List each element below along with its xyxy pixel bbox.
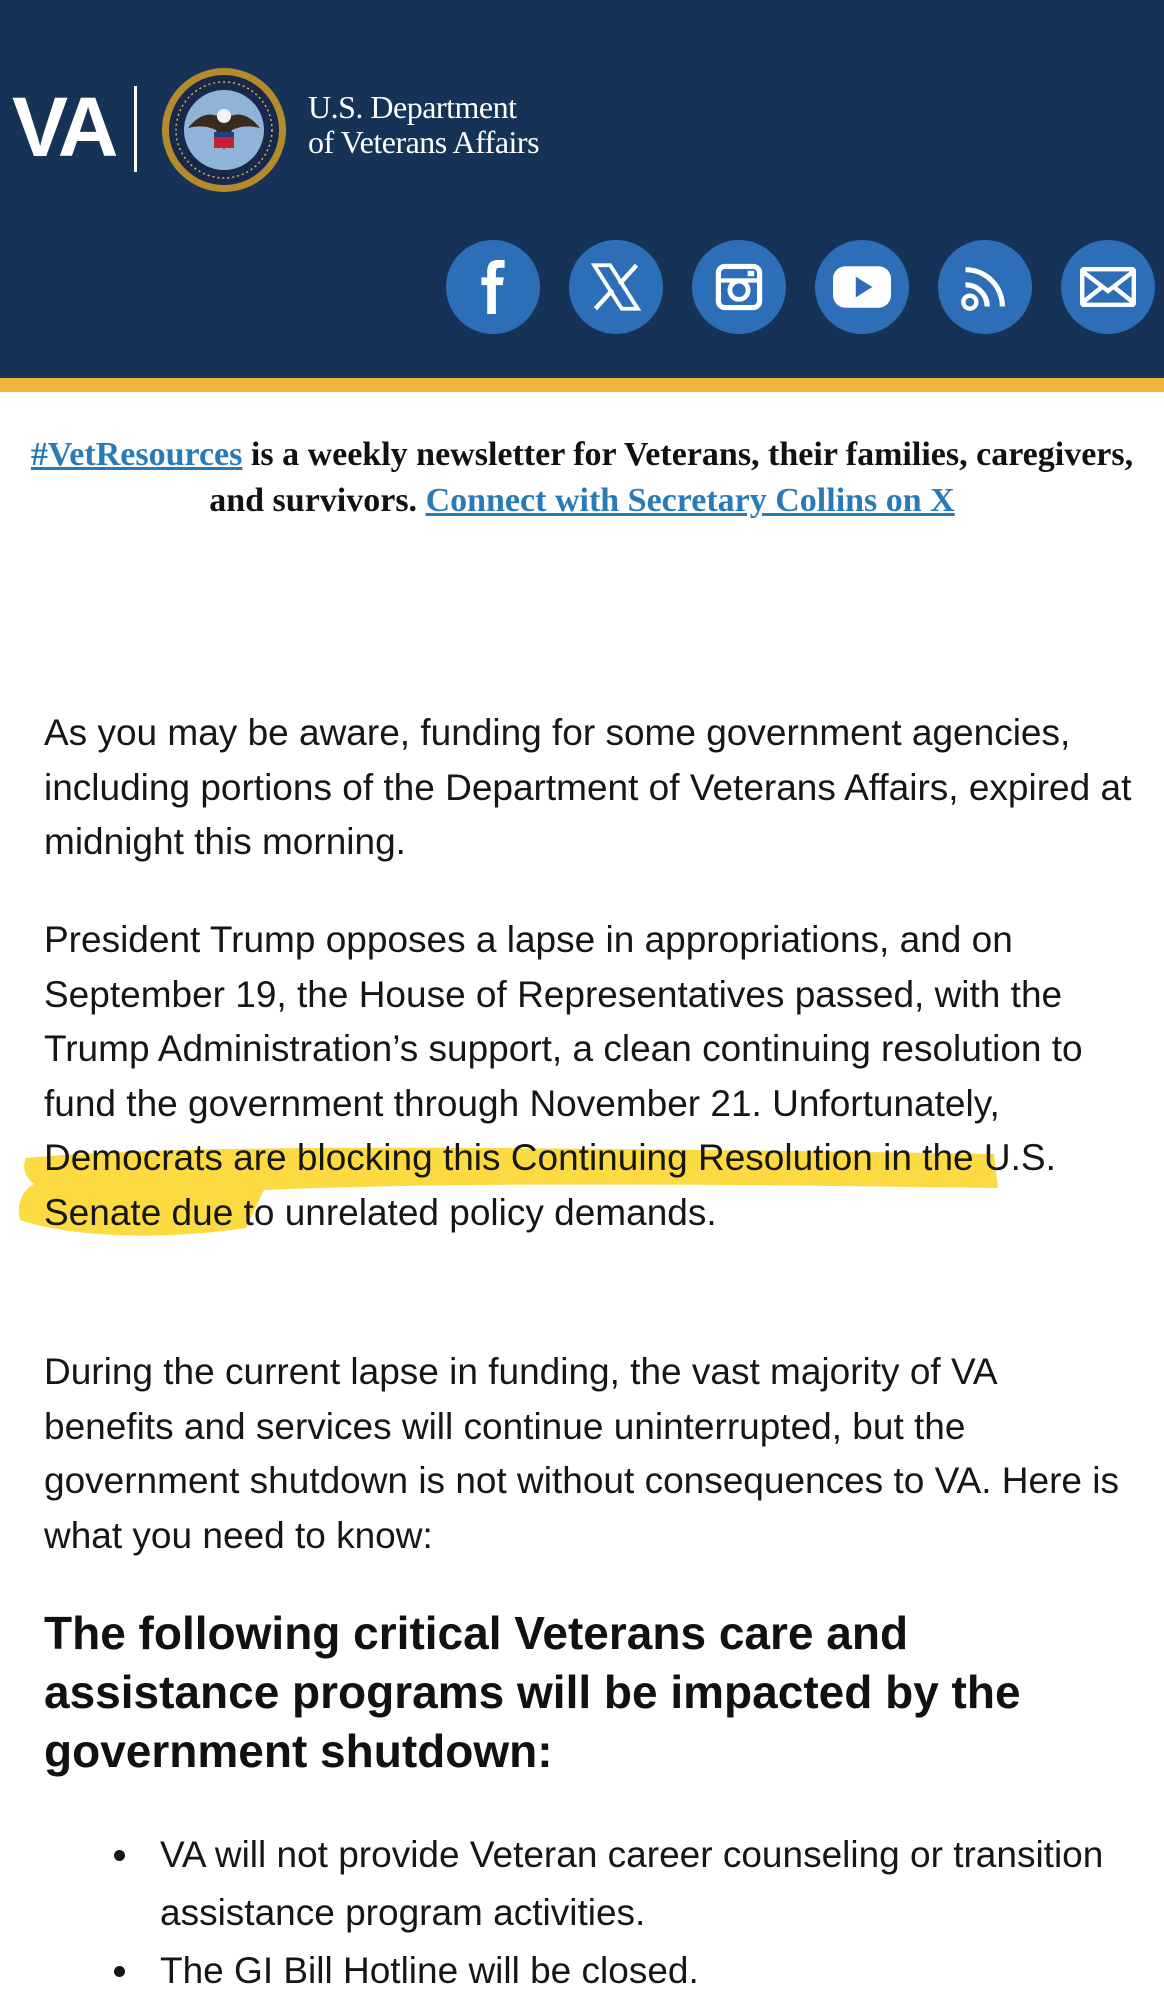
impacted-programs-list [44,1826,1134,2000]
newsletter-header [0,0,1164,378]
va-seal-icon [160,66,288,194]
youtube-icon [833,265,891,309]
paragraph-continuing-resolution [44,913,1134,1240]
header-gold-stripe [0,378,1164,392]
instagram-icon [713,261,765,313]
social-links [446,240,1155,334]
facebook-icon [469,260,517,314]
va-logo: VA [12,80,115,174]
department-name [308,90,539,160]
paragraph-lapse-info: During the current lapse in funding, the vast majority of VA benefits and services will continue uninterrupted, but the government shutdown is not without consequences to VA. Here is what you need to know: [44,1351,1119,1556]
department-name-line1: U.S. Department [308,89,517,125]
rss-button[interactable] [938,240,1032,334]
email-button[interactable] [1061,240,1155,334]
intro-text: is a weekly newsletter for Veterans, their families, caregivers, and survivors. [209,436,1134,519]
newsletter-intro [30,432,1134,524]
list-item [44,1942,1134,2000]
instagram-button[interactable] [692,240,786,334]
vetresources-link[interactable]: #VetResources [30,436,243,473]
x-button[interactable] [569,240,663,334]
connect-secretary-link[interactable]: Connect with Secretary Collins on X [425,482,955,519]
bullet-icon [114,1966,125,1977]
rss-icon [959,261,1011,313]
department-name-line2: of Veterans Affairs [308,124,540,160]
highlighted-text: Unfortunately, Democrats are blocking this Continuing Resolution [44,1082,1000,1178]
paragraph2-text: President Trump opposes a lapse in appropriations, and on September 19, the House of Representatives passed, with the Trump Administration’s support, a clean continuing resolution to fund the government through November 21. [44,919,1083,1124]
email-icon [1080,267,1136,307]
list-item-text: The GI Bill Hotline will be closed. [160,1950,699,1991]
x-icon [587,258,645,316]
paragraph-funding-expired: As you may be aware, funding for some government agencies, including portions of the Department of Veterans Affairs, expired at midnight this morning. [44,712,1132,862]
paragraph2-tail: in the U.S. Senate due to unrelated policy demands. [44,1137,1056,1233]
facebook-button[interactable] [446,240,540,334]
impacted-programs-heading: The following critical Veterans care and assistance programs will be impacted by the government shutdown: [44,1607,1021,1777]
list-item-text: VA will not provide Veteran career counseling or transition assistance program activities. [160,1834,1104,1933]
bullet-icon [114,1850,125,1861]
logo-divider [134,86,137,172]
list-item [44,1826,1134,1942]
youtube-button[interactable] [815,240,909,334]
